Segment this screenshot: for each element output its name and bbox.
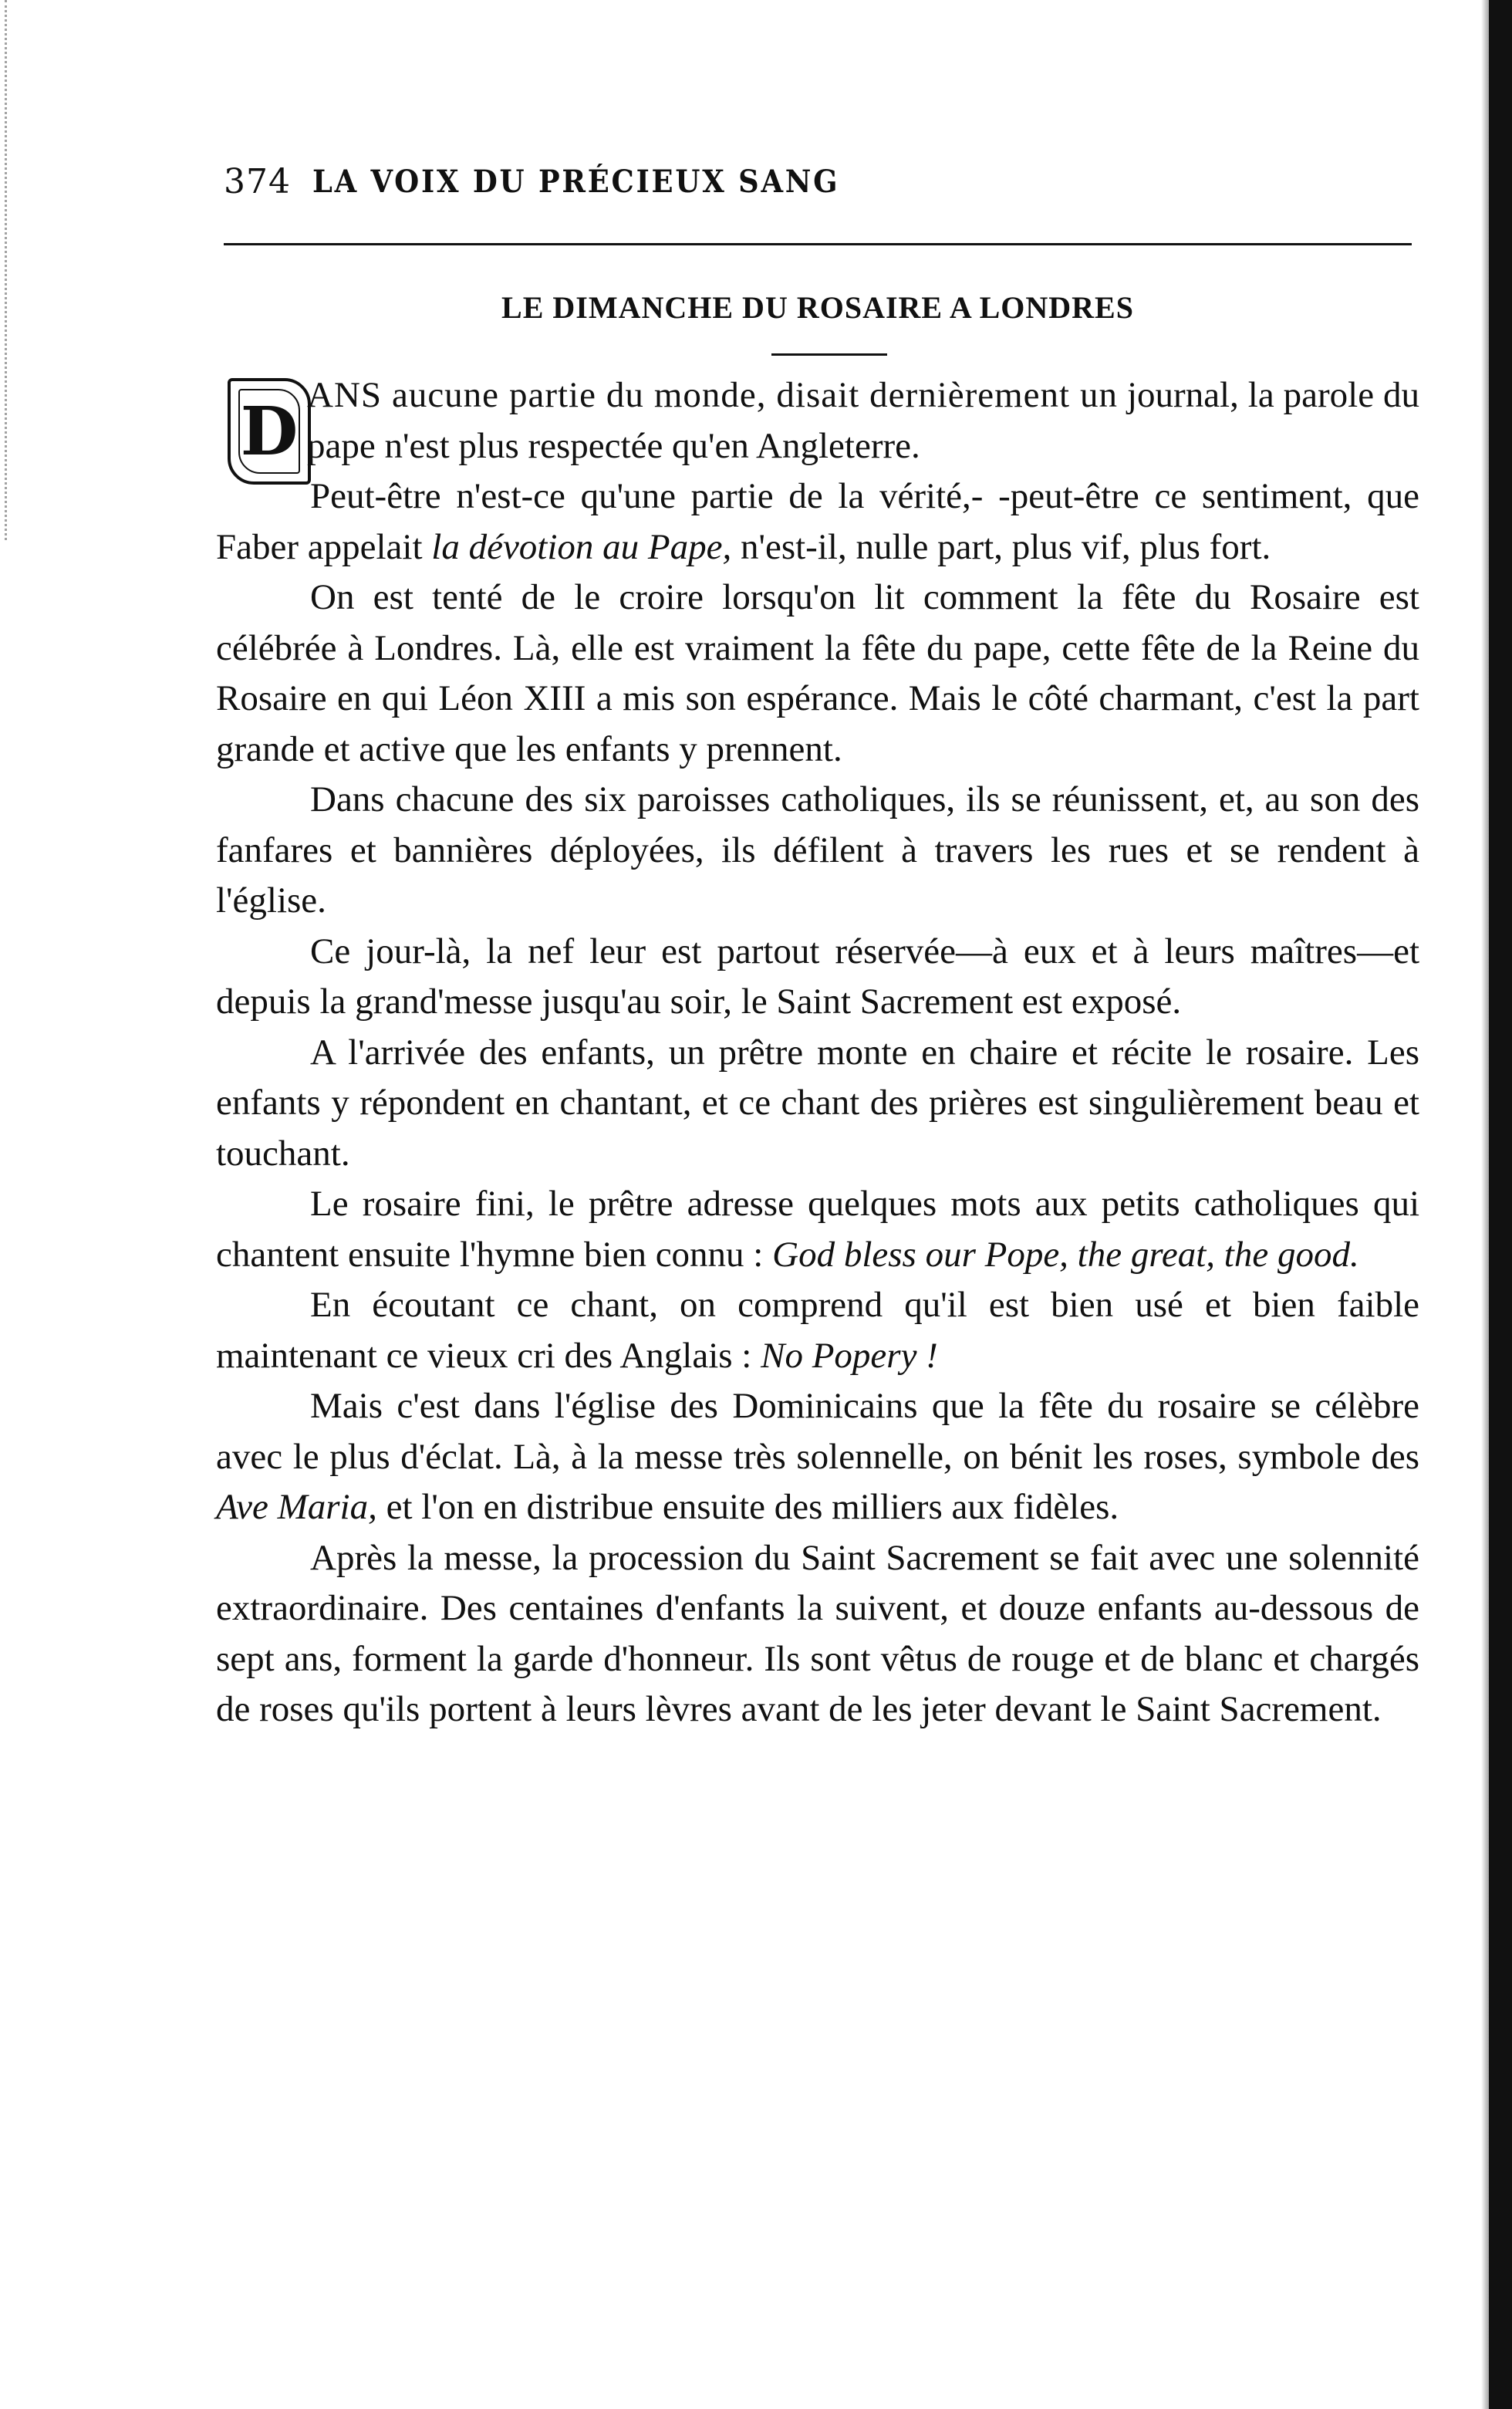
page-header (224, 158, 1412, 204)
paragraph-4: Dans chacune des six paroisses catholiques, ils se réunissent, et, au son des fanfares et bannières déployées, ils défilent à travers les rues et se rendent à l'église. (216, 779, 1419, 921)
paragraph-1-rest: journal, la parole du pape n'est plus respectée qu'en Angleterre. (307, 375, 1420, 466)
paragraph-2-italic: la dévotion au Pape, (431, 526, 732, 567)
drop-cap-initial: D (228, 378, 311, 485)
paragraph-8-italic: No Popery ! (761, 1335, 938, 1376)
paragraph-2 (216, 471, 1419, 573)
paragraph-8-text: En écoutant ce chant, on comprend qu'il est bien usé et bien faible maintenant ce vieux cri des Anglais : (216, 1285, 1419, 1376)
paragraph-9-text-b: et l'on en distribue ensuite des milliers aux fidèles. (376, 1487, 1119, 1527)
paragraph-2-text-b: n'est-il, nulle part, plus vif, plus fort. (731, 526, 1271, 567)
page-edge-shadow (1489, 0, 1512, 2409)
paragraph-9-italic: Ave Maria, (216, 1487, 377, 1527)
paragraph-9 (216, 1381, 1419, 1533)
paragraph-2-text-a: Peut-être n'est-ce qu'une partie de la vérité,- -peut-être ce sentiment, que Faber appelait (216, 476, 1419, 567)
paragraph-1-lead: ANS aucune partie du monde, disait dernièrement un (307, 375, 1119, 415)
title-rule (771, 353, 887, 356)
paragraph-1 (307, 370, 1419, 471)
page-number: 374 (224, 161, 291, 201)
paragraph-7-text: Le rosaire fini, le prêtre adresse quelques mots aux petits catholiques qui chantent ensuite l'hymne bien connu : (216, 1184, 1419, 1275)
paragraph-7 (216, 1179, 1419, 1280)
left-margin-marks (5, 0, 10, 540)
paragraph-5: Ce jour-là, la nef leur est partout réservée—à eux et à leurs maîtres—et depuis la grand'messe jusqu'au soir, le Saint Sacrement est exposé. (216, 931, 1419, 1022)
paragraph-9-text-a: Mais c'est dans l'église des Dominicains que la fête du rosaire se célèbre avec le plus d'éclat. Là, à la messe très solennelle, on bénit les roses, symbole des (216, 1386, 1419, 1477)
paragraph-3: On est tenté de le croire lorsqu'on lit comment la fête du Rosaire est célébrée à Londres. Là, elle est vraiment la fête du pape, cette fête de la Reine du Rosaire en qui Léon XIII a mis son espérance. Mais le côté charmant, c'est la part grande et active que les enfants y prennent. (216, 577, 1419, 769)
header-rule (224, 243, 1412, 245)
paragraph-10: Après la messe, la procession du Saint Sacrement se fait avec une solennité extraordinaire. Des centaines d'enfants la suivent, et douze enfants au-dessous de sept ans, forment la garde d'honneur. Ils sont vêtus de rouge et de blanc et chargés de roses qu'ils portent à leurs lèvres avant de les jeter devant le Saint Sacrement. (216, 1537, 1419, 1729)
article-body (216, 370, 1419, 1735)
paragraph-8 (216, 1280, 1419, 1381)
paragraph-7-italic: God bless our Pope, the great, the good. (772, 1234, 1359, 1275)
running-title: LA VOIX DU PRÉCIEUX SANG (312, 163, 840, 200)
paragraph-6: A l'arrivée des enfants, un prêtre monte en chaire et récite le rosaire. Les enfants y répondent en chantant, et ce chant des prières est singulièrement beau et touchant. (216, 1032, 1419, 1174)
chapter-title: LE DIMANCHE DU ROSAIRE A LONDRES (501, 290, 1134, 325)
